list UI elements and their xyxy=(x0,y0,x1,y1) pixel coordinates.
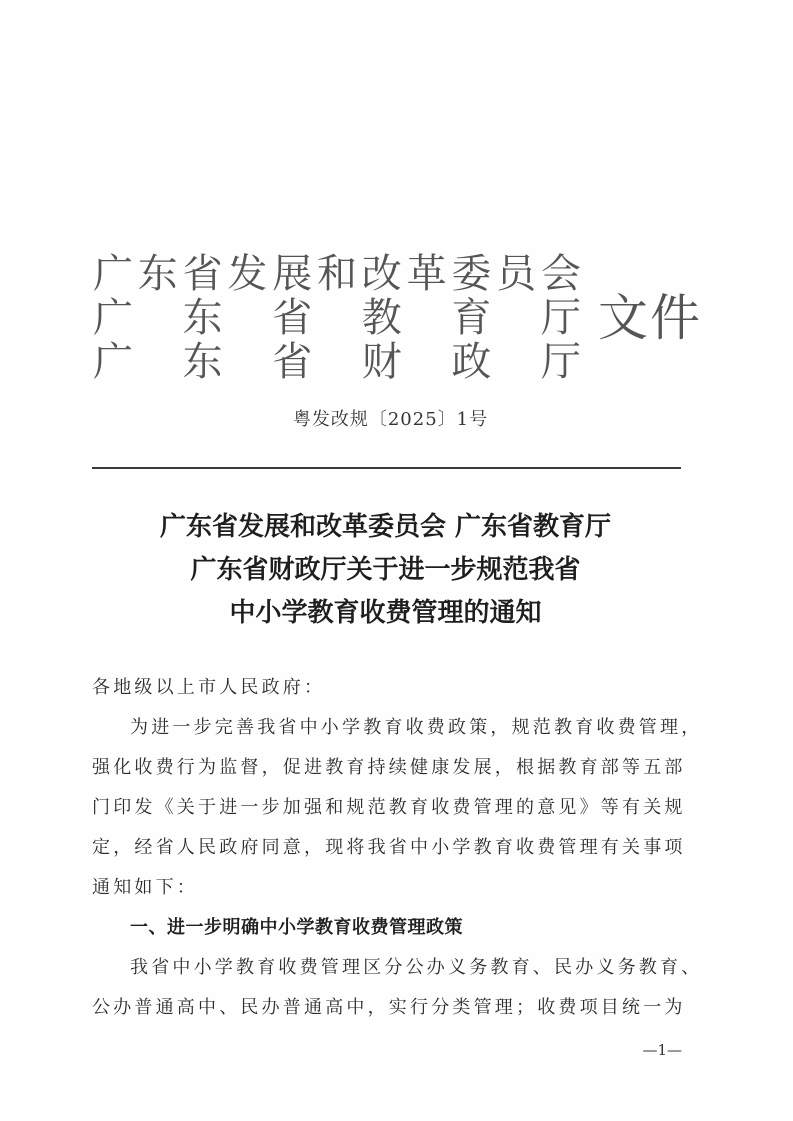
issuer-char: 东 xyxy=(137,251,178,297)
section-line: 公办普通高中、民办普通高中，实行分类管理；收费项目统一为 xyxy=(92,997,686,1018)
document-number-text: 粤发改规〔2025〕1号 xyxy=(292,409,489,430)
recipient-line: 各地级以上市人民政府： xyxy=(92,677,326,698)
document-body xyxy=(92,668,703,1028)
issuing-authorities xyxy=(92,252,582,384)
header-divider xyxy=(92,467,681,469)
body-line: 门印发《关于进一步加强和规范教育收费管理的意见》等有关规 xyxy=(92,797,686,818)
issuer-char: 育 xyxy=(451,295,492,341)
section-line: 我省中小学教育收费管理区分公办义务教育、民办义务教育、 xyxy=(130,957,703,978)
body-line: 强化收费行为监督，促进教育持续健康发展，根据教育部等五部 xyxy=(92,757,686,778)
issuer-char: 会 xyxy=(540,251,581,297)
issuer-char: 改 xyxy=(361,251,402,297)
title-line: 广东省发展和改革委员会 广东省教育厅 xyxy=(159,512,612,542)
issuer-char: 厅 xyxy=(540,295,581,341)
issuer-education-dept xyxy=(92,296,582,340)
issuer-char: 广 xyxy=(93,339,133,385)
issuer-char: 员 xyxy=(496,251,537,297)
issuer-ndrc xyxy=(92,252,582,296)
body-line: 通知如下： xyxy=(92,877,198,898)
issuer-char: 广 xyxy=(93,251,133,297)
issuer-char: 教 xyxy=(361,295,402,341)
issuer-char: 财 xyxy=(361,339,402,385)
title-line: 广东省财政厅关于进一步规范我省 xyxy=(190,555,581,585)
title-line: 中小学教育收费管理的通知 xyxy=(229,598,542,628)
issuer-char: 展 xyxy=(272,251,313,297)
page-number: —1— xyxy=(642,1041,682,1059)
issuer-char: 厅 xyxy=(540,339,581,385)
issuer-char: 委 xyxy=(451,251,492,297)
body-line: 为进一步完善我省中小学教育收费政策，规范教育收费管理， xyxy=(130,717,703,738)
section-heading: 一、进一步明确中小学教育收费管理政策 xyxy=(130,917,463,938)
issuer-char: 革 xyxy=(406,251,447,297)
body-line: 定，经省人民政府同意，现将我省中小学教育收费管理有关事项 xyxy=(92,837,686,858)
issuer-char: 东 xyxy=(182,339,223,385)
issuer-char: 广 xyxy=(93,295,133,341)
issuer-char: 政 xyxy=(451,339,492,385)
document-title xyxy=(0,506,793,635)
issuer-char: 省 xyxy=(272,339,313,385)
issuer-char: 和 xyxy=(316,251,357,297)
issuer-char: 省 xyxy=(272,295,313,341)
issuer-char: 东 xyxy=(182,295,223,341)
issuer-char: 发 xyxy=(227,251,268,297)
issuer-finance-dept xyxy=(92,340,582,384)
issuer-char: 省 xyxy=(182,251,223,297)
document-number xyxy=(0,408,793,432)
document-type-label: 文件 xyxy=(598,289,702,347)
